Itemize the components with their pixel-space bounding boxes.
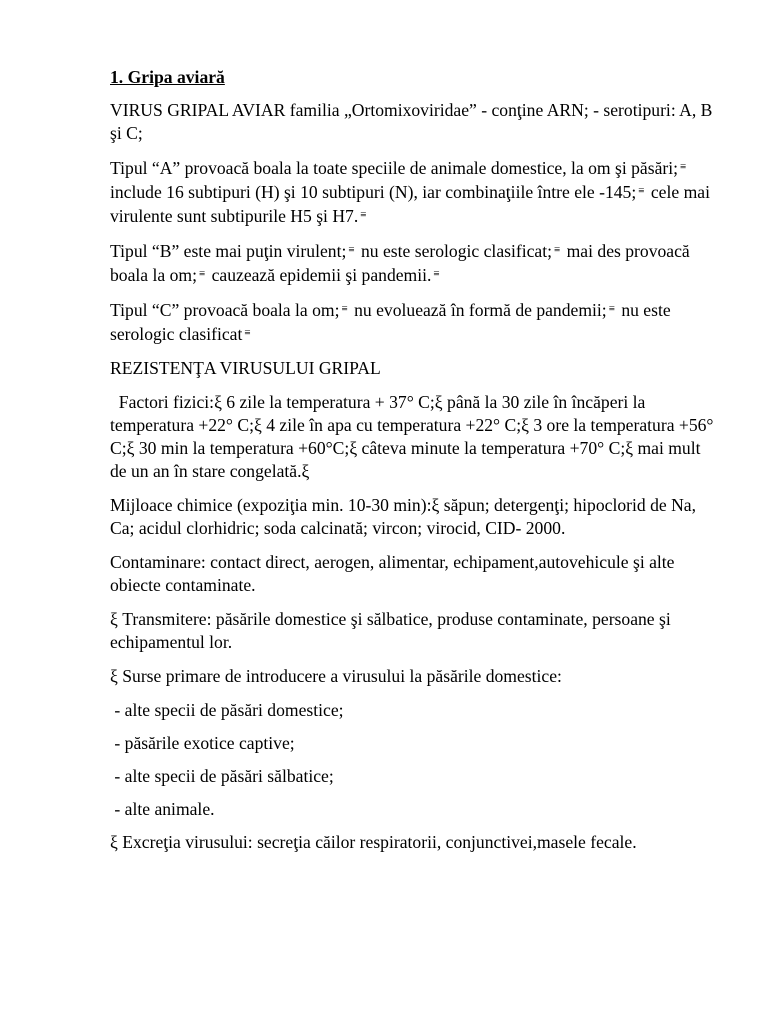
factor-text-1: 6 zile la temperatura + 37° C; — [221, 392, 435, 412]
bullet-glyph-icon: ≡ — [554, 244, 561, 256]
paragraph-contamination: Contaminare: contact direct, aerogen, alimentar, echipament,autovehicule şi alte obiecte contaminate. — [110, 552, 675, 595]
paragraph-virus-family: VIRUS GRIPAL AVIAR familia „Ortomixoviridae” - conţine ARN; - serotipuri: A, B şi C; — [110, 100, 713, 143]
factor-text-3: 4 zile în apa cu temperatura +22° C; — [261, 415, 522, 435]
list-item: - alte animale. — [110, 799, 215, 819]
xi-glyph-icon: ξ — [625, 438, 634, 458]
bullet-glyph-icon: ≡ — [244, 327, 251, 339]
factor-text-5: 30 min la temperatura +60°C; — [134, 438, 350, 458]
type-c-text-2: nu evoluează în formă de pandemii; — [354, 300, 607, 320]
section-title: 1. Gripa aviară — [110, 67, 225, 87]
paragraph-transmission: ξ Transmitere: păsările domestice şi sălbatice, produse contaminate, persoane şi echipamentul lor. — [110, 609, 671, 652]
type-a-text-3: cele mai virulente sunt subtipurile H5 şi H7. — [110, 182, 710, 226]
type-b-text-4: cauzează epidemii şi pandemii. — [211, 265, 432, 285]
xi-glyph-icon: ξ — [214, 392, 222, 412]
type-b-text-1: Tipul “B” este mai puţin virulent; — [110, 241, 347, 261]
factor-text-7: mai mult de un an în stare congelată. — [110, 438, 701, 481]
paragraph-type-a — [110, 156, 720, 228]
bullet-glyph-icon: ≡ — [608, 303, 615, 315]
list-item: - păsările exotice captive; — [110, 733, 295, 753]
paragraph-physical-factors — [110, 391, 720, 483]
type-c-text-3: nu este serologic clasificat — [110, 300, 671, 344]
xi-glyph-icon: ξ — [349, 438, 358, 458]
factor-text-4: 3 ore la temperatura +56° C; — [110, 415, 714, 458]
paragraph-chemical-means: Mijloace chimice (expoziţia min. 10-30 min):ξ săpun; detergenţi; hipoclorid de Na, Ca; acidul clorhidric; soda calcinată; vircon; virocid, CID- 2000. — [110, 495, 696, 538]
bullet-glyph-icon: ≡ — [348, 244, 355, 256]
type-a-text-1: Tipul “A” provoacă boala la toate speciile de animale domestice, la om şi păsări; — [110, 158, 679, 178]
paragraph-excretion: ξ Excreţia virusului: secreţia căilor respiratorii, conjunctivei,masele fecale. — [110, 832, 637, 852]
bullet-glyph-icon: ≡ — [433, 268, 440, 280]
type-b-text-3: mai des provoacă boala la om; — [110, 241, 690, 285]
type-b-text-2: nu este serologic clasificat; — [360, 241, 552, 261]
paragraph-primary-sources: ξ Surse primare de introducere a virusului la păsările domestice: — [110, 666, 562, 686]
xi-glyph-icon: ξ — [521, 415, 529, 435]
bullet-glyph-icon: ≡ — [360, 209, 367, 221]
factor-text-6: câteva minute la temperatura +70° C; — [357, 438, 626, 458]
bullet-glyph-icon: ≡ — [680, 161, 687, 173]
bullet-glyph-icon: ≡ — [198, 268, 206, 280]
type-c-text-1: Tipul “C” provoacă boala la om; — [110, 300, 340, 320]
bullet-glyph-icon: ≡ — [638, 185, 645, 197]
bullet-glyph-icon: ≡ — [341, 303, 348, 315]
xi-glyph-icon: ξ — [301, 461, 310, 481]
xi-glyph-icon: ξ — [126, 438, 135, 458]
list-item: - alte specii de păsări sălbatice; — [110, 766, 334, 786]
document-body — [110, 66, 720, 865]
section-heading-resistance: REZISTENŢA VIRUSULUI GRIPAL — [110, 358, 381, 378]
physical-factors-label: Factori fizici: — [110, 392, 215, 412]
factor-text-2: până la 30 zile în încăperi la temperatura +22° C; — [110, 392, 646, 435]
paragraph-type-b — [110, 239, 720, 287]
list-item: - alte specii de păsări domestice; — [110, 700, 344, 720]
paragraph-type-c — [110, 298, 720, 346]
xi-glyph-icon: ξ — [434, 392, 443, 412]
xi-glyph-icon: ξ — [253, 415, 262, 435]
type-a-text-2: include 16 subtipuri (H) şi 10 subtipuri (N), iar combinaţiile între ele -145; — [110, 182, 637, 202]
